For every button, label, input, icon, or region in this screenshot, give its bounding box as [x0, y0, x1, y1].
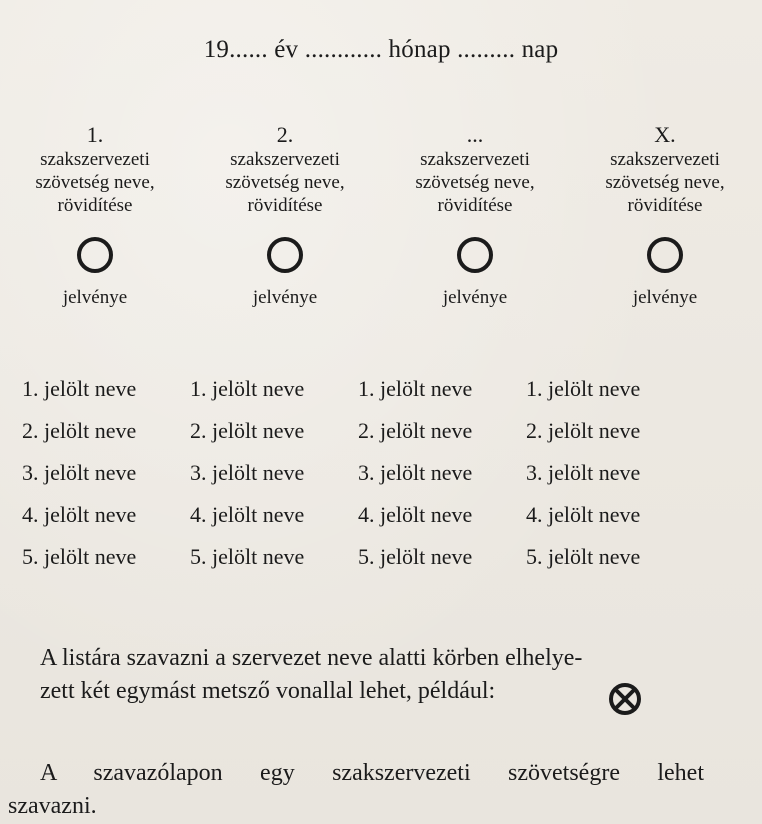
column-desc-line1: szakszervezeti — [420, 149, 530, 170]
badge-label: jelvénye — [632, 287, 698, 308]
candidate-row — [22, 452, 722, 494]
column-number: X. — [654, 122, 676, 147]
candidate-name: 5. jelölt neve — [526, 544, 641, 569]
candidate-list — [22, 368, 722, 578]
candidate-name: 2. jelölt neve — [22, 418, 137, 443]
candidate-row — [22, 410, 722, 452]
candidate-name: 3. jelölt neve — [358, 460, 473, 485]
column-desc-line2: szövetség neve, — [415, 172, 535, 193]
candidate-row — [22, 536, 722, 578]
date-line: 19...... év ............ hónap ......... nap — [203, 36, 559, 63]
candidate-name: 1. jelölt neve — [190, 376, 305, 401]
candidate-name: 3. jelölt neve — [526, 460, 641, 485]
note-line1: A szavazólapon egy szakszervezeti szövetségre lehet — [40, 760, 704, 786]
candidate-name: 5. jelölt neve — [190, 544, 305, 569]
candidate-name: 1. jelölt neve — [526, 376, 641, 401]
column-desc-line2: szövetség neve, — [225, 172, 345, 193]
column-number: 2. — [276, 122, 294, 147]
voting-note — [8, 757, 704, 823]
vote-circle[interactable] — [647, 237, 683, 273]
column-desc-line1: szakszervezeti — [40, 149, 150, 170]
candidate-name: 3. jelölt neve — [22, 460, 137, 485]
column-desc-line1: szakszervezeti — [610, 149, 720, 170]
candidate-row — [22, 368, 722, 410]
candidate-name: 5. jelölt neve — [358, 544, 473, 569]
instructions-line1: A listára szavazni a szervezet neve alatti körben elhelye- — [40, 645, 583, 671]
badge-label: jelvénye — [442, 287, 508, 308]
candidate-name: 4. jelölt neve — [190, 502, 305, 527]
candidate-name: 1. jelölt neve — [22, 376, 137, 401]
column-desc-line3: rövidítése — [57, 195, 133, 216]
union-column-3 — [390, 122, 560, 309]
column-number: ... — [466, 122, 484, 147]
candidate-row — [22, 494, 722, 536]
candidate-name: 2. jelölt neve — [526, 418, 641, 443]
column-desc-line2: szövetség neve, — [35, 172, 155, 193]
candidate-name: 2. jelölt neve — [190, 418, 305, 443]
instructions-line2: zett két egymást metsző vonallal lehet, például: — [40, 678, 496, 704]
column-desc-line2: szövetség neve, — [605, 172, 725, 193]
candidate-name: 2. jelölt neve — [358, 418, 473, 443]
column-desc-line3: rövidítése — [437, 195, 513, 216]
crossed-circle-icon — [608, 682, 642, 716]
union-column-1 — [10, 122, 180, 309]
badge-label: jelvénye — [62, 287, 128, 308]
column-desc-line3: rövidítése — [247, 195, 323, 216]
column-number: 1. — [86, 122, 104, 147]
candidate-name: 4. jelölt neve — [358, 502, 473, 527]
note-line2: szavazni. — [8, 793, 97, 819]
column-desc-line3: rövidítése — [627, 195, 703, 216]
union-columns — [10, 122, 750, 309]
vote-circle[interactable] — [267, 237, 303, 273]
union-column-4 — [580, 122, 750, 309]
union-column-2 — [200, 122, 370, 309]
badge-label: jelvénye — [252, 287, 318, 308]
candidate-name: 1. jelölt neve — [358, 376, 473, 401]
candidate-name: 4. jelölt neve — [22, 502, 137, 527]
candidate-name: 4. jelölt neve — [526, 502, 641, 527]
vote-circle[interactable] — [77, 237, 113, 273]
column-desc-line1: szakszervezeti — [230, 149, 340, 170]
candidate-name: 5. jelölt neve — [22, 544, 137, 569]
vote-circle[interactable] — [457, 237, 493, 273]
candidate-name: 3. jelölt neve — [190, 460, 305, 485]
